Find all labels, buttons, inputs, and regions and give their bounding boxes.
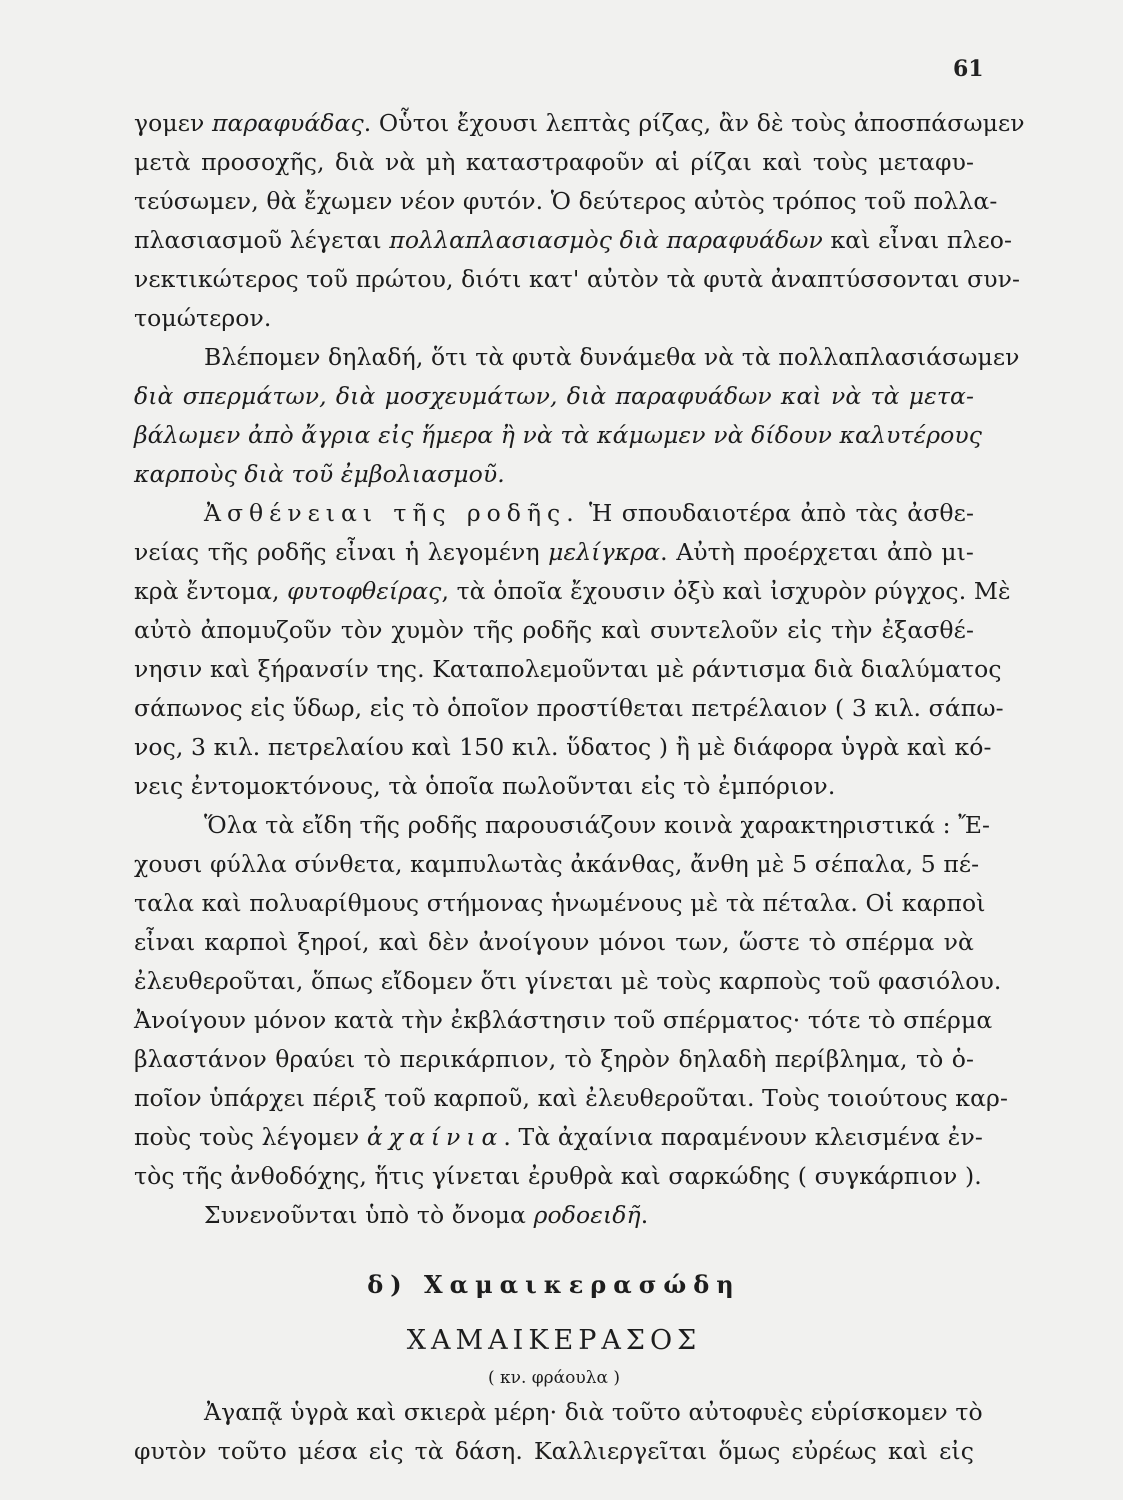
italic-term: φυτοφθείρας	[287, 577, 442, 605]
spaced-term: ἀχαίνια	[366, 1123, 504, 1151]
text-line	[134, 572, 1011, 611]
text-run: πλασιασμοῦ λέγεται	[134, 226, 390, 254]
text-line: ποῖον ὑπάρχει πέριξ τοῦ καρποῦ, καὶ ἐλευθεροῦται. Τοὺς τοιούτους καρ-	[134, 1084, 1009, 1112]
common-name: ( κν. φράουλα )	[487, 1368, 621, 1388]
text-line: νησιν καὶ ξήρανσίν της. Καταπολεμοῦνται μὲ ράντισμα διὰ διαλύματος	[134, 655, 1002, 683]
spacer	[134, 1307, 974, 1319]
body-text	[134, 104, 1025, 1471]
text-run: νείας τῆς ροδῆς εἶναι ἡ λεγομένη	[134, 538, 549, 566]
text-line: νεις ἐντομοκτόνους, τὰ ὁποῖα πωλοῦνται εἰς τὸ ἐμπόριον.	[134, 772, 836, 800]
italic-term: ροδοειδῆ	[533, 1201, 641, 1229]
text-run: . Τὰ ἀχαίνια παραμένουν κλεισμένα ἐν-	[503, 1123, 983, 1151]
text-line: σάπωνος εἰς ὕδωρ, εἰς τὸ ὁποῖον προστίθεται πετρέλαιον ( 3 κιλ. σάπω-	[134, 694, 1004, 722]
text-line: ταλα καὶ πολυαρίθμους στήμονας ἡνωμένους μὲ τὰ πέταλα. Οἱ καρποὶ	[134, 889, 986, 917]
text-run: γομεν	[134, 109, 212, 137]
text-line: μετὰ προσοχῆς, διὰ νὰ μὴ καταστραφοῦν αἱ ρίζαι καὶ τοὺς μεταφυ-	[134, 148, 974, 176]
text-run: Συνενοῦνται ὑπὸ τὸ ὄνομα	[204, 1201, 534, 1229]
text-line: ἐλευθεροῦται, ὅπως εἴδομεν ὅτι γίνεται μὲ τοὺς καρποὺς τοῦ φασιόλου.	[134, 967, 1002, 995]
text-run: ποὺς τοὺς λέγομεν	[134, 1123, 367, 1151]
text-line	[134, 533, 974, 572]
text-line: χουσι φύλλα σύνθετα, καμπυλωτὰς ἀκάνθας, ἄνθη μὲ 5 σέπαλα, 5 πέ-	[134, 850, 980, 878]
page-number: 61	[953, 56, 984, 82]
italic-term: πολλαπλασιασμὸς διὰ παραφυάδων	[389, 226, 823, 254]
text-run: .	[640, 1201, 649, 1229]
text-line	[134, 1118, 983, 1157]
section-subheading: δ) Χαμαικερασώδη	[367, 1270, 741, 1299]
text-line: διὰ σπερμάτων, διὰ μοσχευμάτων, διὰ παραφυάδων καὶ νὰ τὰ μετα-	[134, 382, 974, 410]
text-line	[134, 494, 974, 533]
text-line	[134, 221, 1013, 260]
text-line: νος, 3 κιλ. πετρελαίου καὶ 150 κιλ. ὕδατος ) ἢ μὲ διάφορα ὑγρὰ καὶ κό-	[134, 733, 992, 761]
text-line: βλαστάνον θραύει τὸ περικάρπιον, τὸ ξηρὸν δηλαδὴ περίβλημα, τὸ ὁ-	[134, 1045, 974, 1073]
section-title: ΧΑΜΑΙΚΕΡΑΣΟΣ	[406, 1325, 702, 1356]
italic-term: μελίγκρα	[548, 538, 661, 566]
text-line: τὸς τῆς ἀνθοδόχης, ἥτις γίνεται ἐρυθρὰ καὶ σαρκώδης ( συγκάρπιον ).	[134, 1162, 982, 1190]
text-line: νεκτικώτερος τοῦ πρώτου, διότι κατ' αὐτὸν τὰ φυτὰ ἀναπτύσσονται συν-	[134, 265, 1021, 293]
text-line: φυτὸν τοῦτο μέσα εἰς τὰ δάση. Καλλιεργεῖται ὅμως εὐρέως καὶ εἰς	[134, 1437, 974, 1465]
text-line: Ἀγαπᾷ ὑγρὰ καὶ σκιερὰ μέρη· διὰ τοῦτο αὐτοφυὲς εὑρίσκομεν τὸ	[204, 1398, 983, 1426]
text-line: Βλέπομεν δηλαδή, ὅτι τὰ φυτὰ δυνάμεθα νὰ τὰ πολλαπλασιάσωμεν	[204, 343, 1020, 371]
text-line: Ἀνοίγουν μόνον κατὰ τὴν ἐκβλάστησιν τοῦ σπέρματος· τότε τὸ σπέρμα	[134, 1006, 993, 1034]
text-line: εἶναι καρποὶ ξηροί, καὶ δὲν ἀνοίγουν μόνοι των, ὥστε τὸ σπέρμα νὰ	[134, 928, 974, 956]
text-line: καρποὺς διὰ τοῦ ἐμβολιασμοῦ.	[134, 460, 505, 488]
text-line: βάλωμεν ἀπὸ ἄγρια εἰς ἥμερα ἢ νὰ τὰ κάμωμεν νὰ δίδουν καλυτέρους	[134, 421, 983, 449]
spaced-heading-term: Ἀσθένειαι τῆς ροδῆς.	[204, 499, 580, 527]
text-line: τομώτερον.	[134, 304, 272, 332]
text-line	[134, 104, 1025, 143]
text-line	[134, 1196, 974, 1235]
text-run: Ἡ σπουδαιοτέρα ἀπὸ τὰς ἀσθε-	[579, 499, 974, 527]
text-run: . Αὐτὴ προέρχεται ἀπὸ μι-	[660, 538, 974, 566]
spacer	[134, 1235, 974, 1263]
text-run: κρὰ ἔντομα,	[134, 577, 288, 605]
text-line: Ὅλα τὰ εἴδη τῆς ροδῆς παρουσιάζουν κοινὰ χαρακτηριστικά : Ἔ-	[204, 811, 991, 839]
text-run: , τὰ ὁποῖα ἔχουσιν ὀξὺ καὶ ἰσχυρὸν ρύγχος. Μὲ	[441, 577, 1011, 605]
text-run: . Οὗτοι ἔχουσι λεπτὰς ρίζας, ἂν δὲ τοὺς ἀποσπάσωμεν	[363, 109, 1025, 137]
text-line: αὐτὸ ἀπομυζοῦν τὸν χυμὸν τῆς ροδῆς καὶ συντελοῦν εἰς τὴν ἐξασθέ-	[134, 616, 974, 644]
text-run: καὶ εἶναι πλεο-	[822, 226, 1013, 254]
italic-term: παραφυάδας	[212, 109, 364, 137]
text-line: τεύσωμεν, θὰ ἔχωμεν νέον φυτόν. Ὁ δεύτερος αὐτὸς τρόπος τοῦ πολλα-	[134, 187, 998, 215]
